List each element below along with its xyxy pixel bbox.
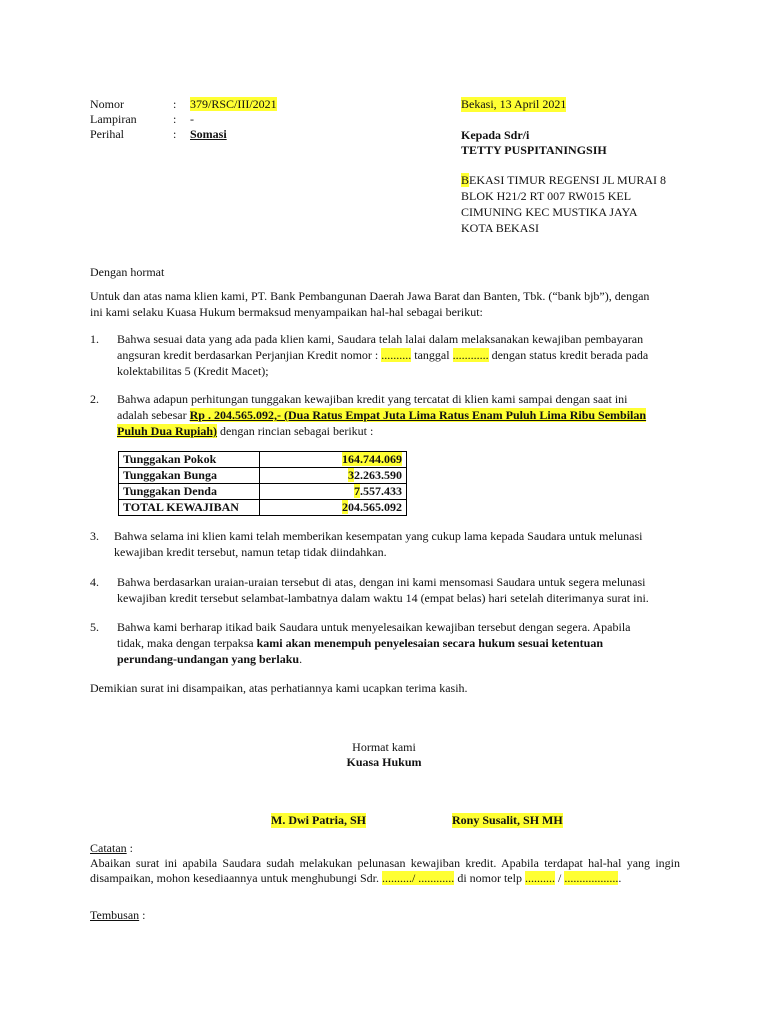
meta-row-perihal	[90, 127, 277, 142]
note-line2-end: .	[618, 871, 622, 885]
note-line2-a: disampaikan, mohon kesediaannya untuk menghubungi Sdr.	[90, 871, 382, 885]
item2-line3-b: dengan rincian sebagai berikut :	[217, 424, 374, 438]
debt-value-text: 164.744.069	[342, 452, 402, 466]
credit-number-blank: ..........	[381, 348, 412, 362]
letter-date: Bekasi, 13 April 2021	[461, 97, 567, 111]
recipient-to: Kepada Sdr/i	[461, 128, 530, 142]
closing-sentence: Demikian surat ini disampaikan, atas perhatiannya kami ucapkan terima kasih.	[90, 681, 468, 695]
note-block	[90, 841, 680, 886]
note-title-text: Catatan	[90, 841, 127, 855]
item1-line2-b: tanggal	[411, 348, 453, 362]
address-line1: EKASI TIMUR REGENSI JL MURAI 8	[469, 173, 667, 187]
address-line4: KOTA BEKASI	[461, 221, 540, 235]
item2-line3	[117, 423, 680, 439]
debt-value-hl: 7	[354, 484, 360, 498]
lawyer-2-name: Rony Susalit, SH MH	[452, 813, 563, 827]
debt-value-hl: 2	[342, 500, 348, 514]
cc-block	[90, 907, 680, 923]
debt-label: TOTAL KEWAJIBAN	[119, 500, 260, 516]
debt-value-text: 2.263.590	[354, 468, 402, 482]
table-row	[119, 484, 407, 500]
table-row	[119, 468, 407, 484]
phone-blank-1: ..........	[524, 871, 555, 885]
debt-value-text: .557.433	[360, 484, 402, 498]
cc-title-colon: :	[139, 908, 146, 922]
item-text	[117, 574, 680, 606]
colon: :	[173, 127, 177, 141]
debt-value-text: 04.565.092	[348, 500, 402, 514]
address-line2: BLOK H21/2 RT 007 RW015 KEL	[461, 189, 632, 203]
note-title-colon: :	[126, 841, 133, 855]
nomor-label: Nomor	[90, 97, 124, 111]
item-number: 1.	[90, 332, 99, 346]
debt-value	[260, 500, 407, 516]
debt-label: Tunggakan Pokok	[119, 452, 260, 468]
colon: :	[173, 112, 177, 126]
note-line2-b: di nomor telp	[454, 871, 525, 885]
item-number: 5.	[90, 620, 99, 634]
debt-value	[260, 452, 407, 468]
item2-line2-a: adalah sebesar	[117, 408, 190, 422]
item5-line3-bold: perundang-undangan yang berlaku	[117, 652, 300, 666]
address-first-letter: B	[461, 173, 470, 187]
table-row	[119, 452, 407, 468]
debt-amount-text: Rp . 204.565.092,- (Dua Ratus Empat Juta Lima Ratus Enam Puluh Lima Ribu Sembilan	[189, 408, 647, 422]
intro-line1: Untuk dan atas nama klien kami, PT. Bank Pembangunan Daerah Jawa Barat dan Banten, Tbk. (“bank bjb”), dengan	[90, 289, 650, 303]
intro	[90, 288, 680, 320]
recipient-address	[461, 172, 666, 236]
debt-amount-text-cont: Puluh Dua Rupiah)	[117, 424, 218, 438]
item-text	[114, 528, 677, 560]
item1-line3: kolektabilitas 5 (Kredit Macet);	[117, 364, 269, 378]
letter-meta	[90, 97, 277, 142]
item5-line3-end: .	[299, 652, 303, 666]
contact-name-blank: ........../ ............	[381, 871, 455, 885]
signature-block	[0, 740, 768, 770]
item1-line2-a: angsuran kredit berdasarkan Perjanjian Kredit nomor :	[117, 348, 382, 362]
regards: Hormat kami	[352, 740, 416, 754]
item-text	[117, 391, 680, 439]
greeting: Dengan hormat	[90, 265, 165, 279]
credit-date-blank: ............	[452, 348, 489, 362]
phone-blank-2: ..................	[564, 871, 619, 885]
item3-line2: kewajiban kredit tersebut, namun tetap tidak diindahkan.	[114, 545, 387, 559]
cc-title: Tembusan	[90, 908, 140, 922]
debt-value-hl: 3	[348, 468, 354, 482]
debt-value	[260, 468, 407, 484]
note-line2	[90, 871, 680, 886]
debt-label: Tunggakan Bunga	[119, 468, 260, 484]
item2-line2	[117, 407, 680, 423]
perihal-label: Perihal	[90, 127, 124, 141]
lampiran-value: -	[190, 112, 194, 126]
note-line2-c: /	[554, 871, 565, 885]
item4-line2: kewajiban kredit tersebut selambat-lambatnya dalam waktu 14 (empat belas) hari setelah diterimanya surat ini.	[117, 591, 649, 605]
item1-line1: Bahwa sesuai data yang ada pada klien kami, Saudara telah lalai dalam melaksanakan kewajiban pembayaran	[117, 332, 644, 346]
item-number: 2.	[90, 392, 99, 406]
perihal-value: Somasi	[190, 127, 227, 141]
lampiran-label: Lampiran	[90, 112, 137, 126]
item-number: 3.	[90, 529, 99, 543]
nomor-value: 379/RSC/III/2021	[190, 97, 277, 111]
item1-line2-c: dengan status kredit berada pada	[488, 348, 649, 362]
lawyer-1-name: M. Dwi Patria, SH	[271, 813, 366, 827]
table-row	[119, 500, 407, 516]
item5-line2-bold: kami akan menempuh penyelesaian secara hukum sesuai ketentuan	[256, 636, 604, 650]
item1-line2	[117, 347, 680, 363]
signer-role: Kuasa Hukum	[346, 755, 422, 769]
item-text	[117, 331, 680, 379]
intro-line2: ini kami selaku Kuasa Hukum bermaksud menyampaikan hal-hal sebagai berikut:	[90, 305, 483, 319]
note-line1: Abaikan surat ini apabila Saudara sudah melakukan pelunasan kewajiban kredit. Apabila terdapat hal-hal yang ingin	[90, 856, 680, 870]
meta-row-nomor	[90, 97, 277, 112]
item5-line2	[117, 635, 680, 651]
colon: :	[173, 97, 177, 111]
meta-row-lampiran	[90, 112, 277, 127]
item5-line1: Bahwa kami berharap itikad baik Saudara untuk menyelesaikan kewajiban tersebut dengan segera. Apabila	[117, 620, 631, 634]
item5-line3	[117, 651, 680, 667]
debt-table	[118, 451, 407, 516]
item5-line2-a: tidak, maka dengan terpaksa	[117, 636, 257, 650]
debt-label: Tunggakan Denda	[119, 484, 260, 500]
item-text	[117, 619, 680, 667]
item3-line1: Bahwa selama ini klien kami telah memberikan kesempatan yang cukup lama kepada Saudara untuk melunasi	[114, 529, 643, 543]
recipient-name: TETTY PUSPITANINGSIH	[461, 143, 607, 157]
item-number: 4.	[90, 575, 99, 589]
note-title	[90, 841, 680, 856]
item4-line1: Bahwa berdasarkan uraian-uraian tersebut di atas, dengan ini kami mensomasi Saudara untuk segera melunasi	[117, 575, 646, 589]
item2-line1: Bahwa adapun perhitungan tunggakan kewajiban kredit yang tercatat di klien kami sampai dengan saat ini	[117, 392, 628, 406]
address-line3: CIMUNING KEC MUSTIKA JAYA	[461, 205, 638, 219]
debt-value	[260, 484, 407, 500]
